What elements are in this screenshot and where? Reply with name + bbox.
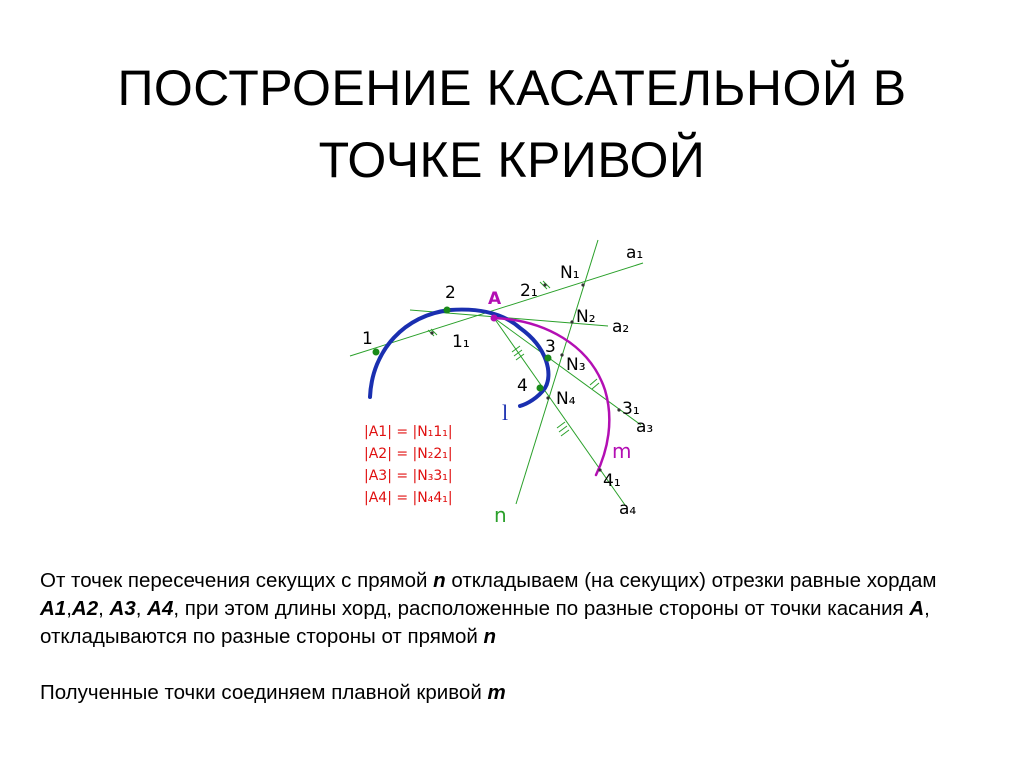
label-2: 2 <box>445 283 456 303</box>
p1-text-1: От точек пересечения секущих с прямой <box>40 569 434 592</box>
point-A-dot <box>491 315 498 322</box>
label-a3: a₃ <box>636 417 654 437</box>
point-N1-dot <box>581 283 584 286</box>
point-4-1-dot <box>598 468 601 471</box>
label-a4: a₄ <box>619 499 637 519</box>
label-4: 4 <box>517 376 528 396</box>
point-4-dot <box>537 385 544 392</box>
label-N2: N₂ <box>576 307 596 327</box>
paragraph-1 <box>40 567 1000 651</box>
p1-line-n-2: n <box>483 625 497 648</box>
point-3-1-dot <box>617 408 620 411</box>
label-4-1: 4₁ <box>603 471 621 491</box>
label-N1: N₁ <box>560 263 580 283</box>
p1-comma-2: , <box>98 597 110 620</box>
label-line-n: n <box>494 503 507 527</box>
title-line-1: ПОСТРОЕНИЕ КАСАТЕЛЬНОЙ В <box>117 59 907 116</box>
label-N3: N₃ <box>566 355 586 375</box>
p1-comma-3: , <box>135 597 148 620</box>
label-1: 1 <box>362 329 373 349</box>
p1-chord-a2: A2 <box>71 597 99 620</box>
p2-curve-m: m <box>487 681 506 704</box>
label-2-1: 2₁ <box>520 281 538 301</box>
point-1-dot <box>373 349 380 356</box>
label-a2: a₂ <box>612 317 630 337</box>
p1-point-A: A <box>909 597 925 620</box>
p1-chord-a4: A4 <box>147 597 174 620</box>
line-n <box>516 240 598 504</box>
equality-1: |A1| = |N₁1₁| <box>364 424 453 440</box>
point-N2-dot <box>570 320 573 323</box>
paragraph-2 <box>40 679 1000 707</box>
point-N3-dot <box>560 353 563 356</box>
p1-comma-1: , <box>66 597 72 620</box>
p1-line-n: n <box>433 569 446 592</box>
label-N4: N₄ <box>556 389 576 409</box>
label-curve-m: m <box>612 439 632 463</box>
label-curve-l: l <box>502 400 509 425</box>
label-A: A <box>488 289 502 309</box>
point-2-dot <box>444 307 451 314</box>
p1-text-4: , откладываются по разные стороны от прямой <box>40 597 930 648</box>
label-3: 3 <box>545 337 556 357</box>
secant-a1 <box>350 263 643 356</box>
p1-chord-a3: A3 <box>109 597 136 620</box>
label-a1: a₁ <box>626 243 644 263</box>
p1-chord-a1: A1 <box>40 597 67 620</box>
point-1-1-dot <box>430 331 433 334</box>
point-2-1-dot <box>543 283 546 286</box>
title-line-2: ТОЧКЕ КРИВОЙ <box>318 131 706 188</box>
label-1-1: 1₁ <box>452 332 470 352</box>
equality-3: |A3| = |N₃3₁| <box>364 468 453 484</box>
p1-text-3: , при этом длины хорд, расположенные по разные стороны от точки касания <box>173 597 910 620</box>
point-N4-dot <box>546 396 549 399</box>
p1-text-2: откладываем (на секущих) отрезки равные хордам <box>445 569 937 592</box>
tangent-construction-diagram <box>330 225 700 530</box>
p2-text-1: Полученные точки соединяем плавной кривой <box>40 681 488 704</box>
slide-title <box>40 52 984 196</box>
equality-4: |A4| = |N₄4₁| <box>364 490 453 506</box>
label-3-1: 3₁ <box>622 399 640 419</box>
equality-2: |A2| = |N₂2₁| <box>364 446 453 462</box>
explanation-text <box>40 567 1000 707</box>
